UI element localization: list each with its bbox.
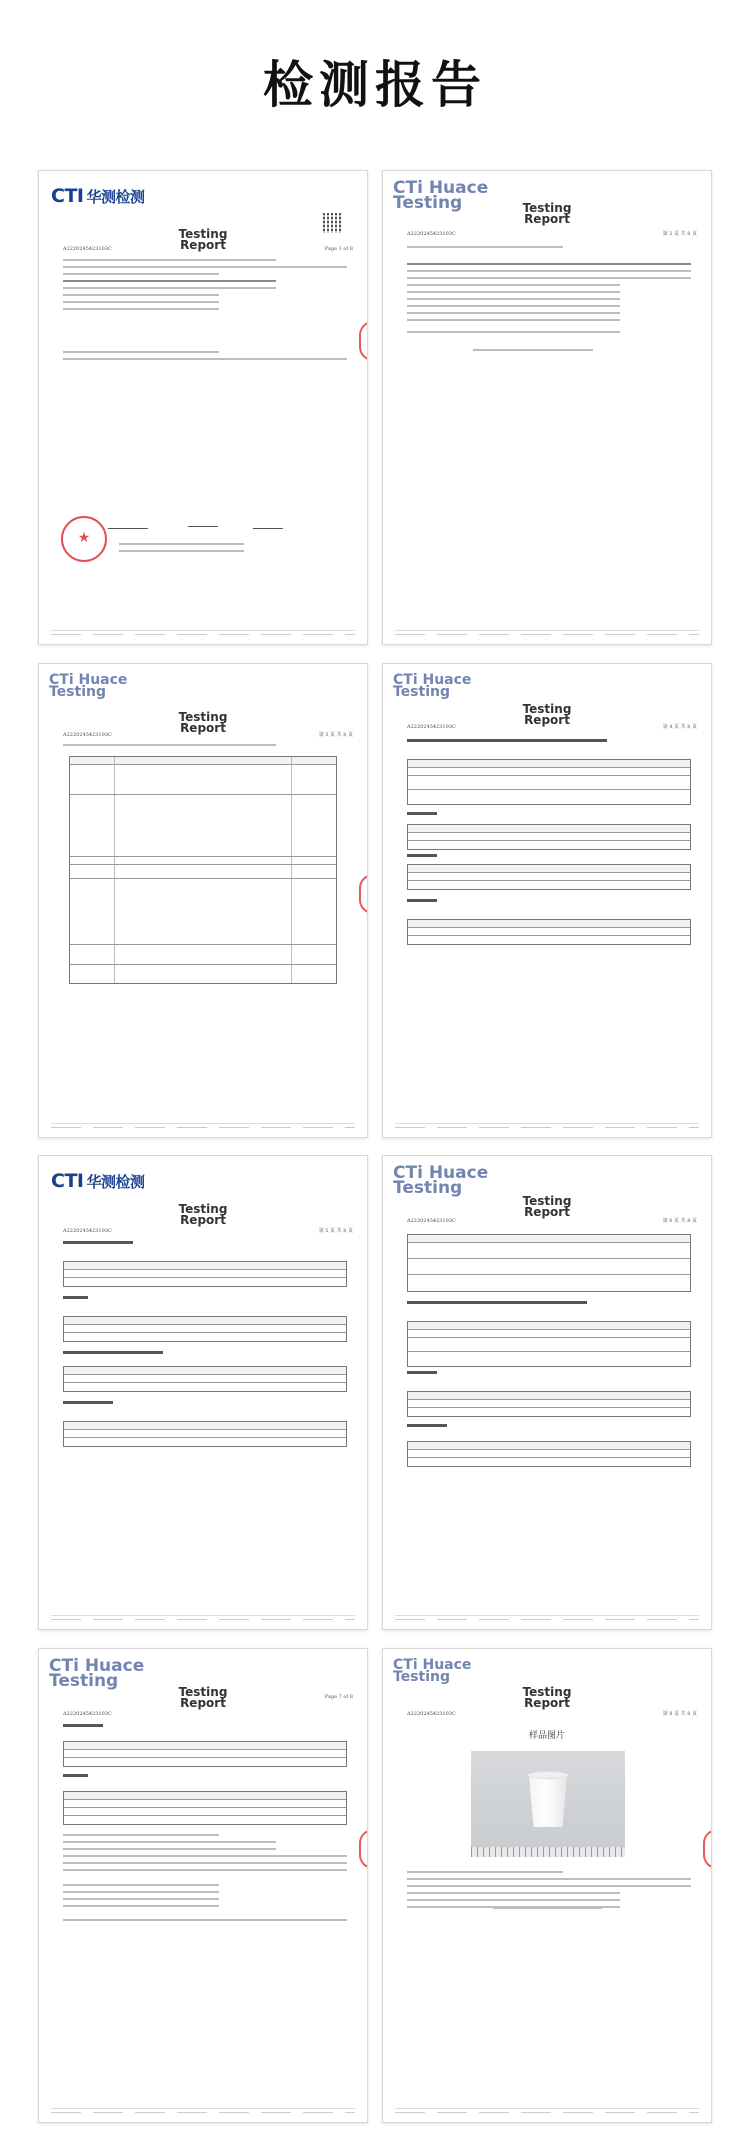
page-footer [51,1615,355,1619]
huace-logo: CTi Huace Testing [393,1163,489,1198]
page-title: 检测报告 [263,56,487,114]
huace-logo: CTi Huace Testing [393,1657,472,1685]
testing-report-title: Testing Report [522,1194,572,1219]
page-footer [51,2108,355,2112]
report-number: A2220245423103C [407,724,456,730]
signature [188,521,221,527]
seal-stamp-icon [703,1829,712,1869]
report-number: A2220245423103C [63,1228,112,1234]
report-page-8 [382,1648,712,2123]
signature [253,523,286,529]
report-number: A2220245423103C [407,1711,456,1717]
report-page-5 [38,1155,368,1630]
paper-cup-icon [529,1775,567,1827]
testing-report-title: Testing Report [178,1202,228,1227]
cti-logo: CTI 华测检测 [51,1170,145,1192]
page-number: 第 4 页 共 8 页 [662,724,697,730]
report-number: A2220245423103C [63,1711,112,1717]
seal-stamp-icon [359,874,368,914]
report-page-7 [38,1648,368,2123]
page-number: 第 8 页 共 8 页 [662,1711,697,1717]
huace-logo: CTi Huace Testing [393,672,472,700]
seal-stamp-icon [359,321,368,361]
page-number: Page 7 of 8 [324,1694,353,1700]
testing-report-title: Testing Report [178,710,228,735]
page-footer [51,1123,355,1127]
page-number: 第 6 页 共 8 页 [662,1218,697,1224]
report-number: A2220245423103C [63,246,112,252]
signature [108,523,151,529]
page-footer [395,1615,699,1619]
report-number: A2220245423103C [407,231,456,237]
page-footer [51,630,355,634]
cti-logo: CTI 华测检测 [51,185,145,207]
testing-report-title: Testing Report [522,1685,572,1710]
seal-stamp-icon [359,1829,368,1869]
testing-report-title: Testing Report [522,702,572,727]
page-footer [395,1123,699,1127]
huace-logo: CTi Huace Testing [49,1656,145,1691]
testing-report-title: Testing Report [178,227,228,252]
page-footer [395,2108,699,2112]
page-number: 第 5 页 共 8 页 [318,1228,353,1234]
page-footer [395,630,699,634]
huace-logo: CTi Huace Testing [393,178,489,213]
page-number: 第 2 页 共 8 页 [662,231,697,237]
seal-stamp-icon: ★ [61,516,107,562]
report-page-4 [382,663,712,1138]
sample-photo-label: 样品图片 [528,1731,565,1741]
testing-report-title: Testing Report [522,201,572,226]
page-number: Page 1 of 8 [324,246,353,252]
testing-report-title: Testing Report [178,1685,228,1710]
huace-logo: CTi Huace Testing [49,672,128,700]
report-page-1 [38,170,368,645]
report-page-3 [38,663,368,1138]
report-page-6 [382,1155,712,1630]
report-number: A2220245423103C [63,732,112,738]
report-page-2 [382,170,712,645]
sample-photo [471,1751,625,1857]
page-number: 第 3 页 共 8 页 [318,732,353,738]
report-number: A2220245423103C [407,1218,456,1224]
